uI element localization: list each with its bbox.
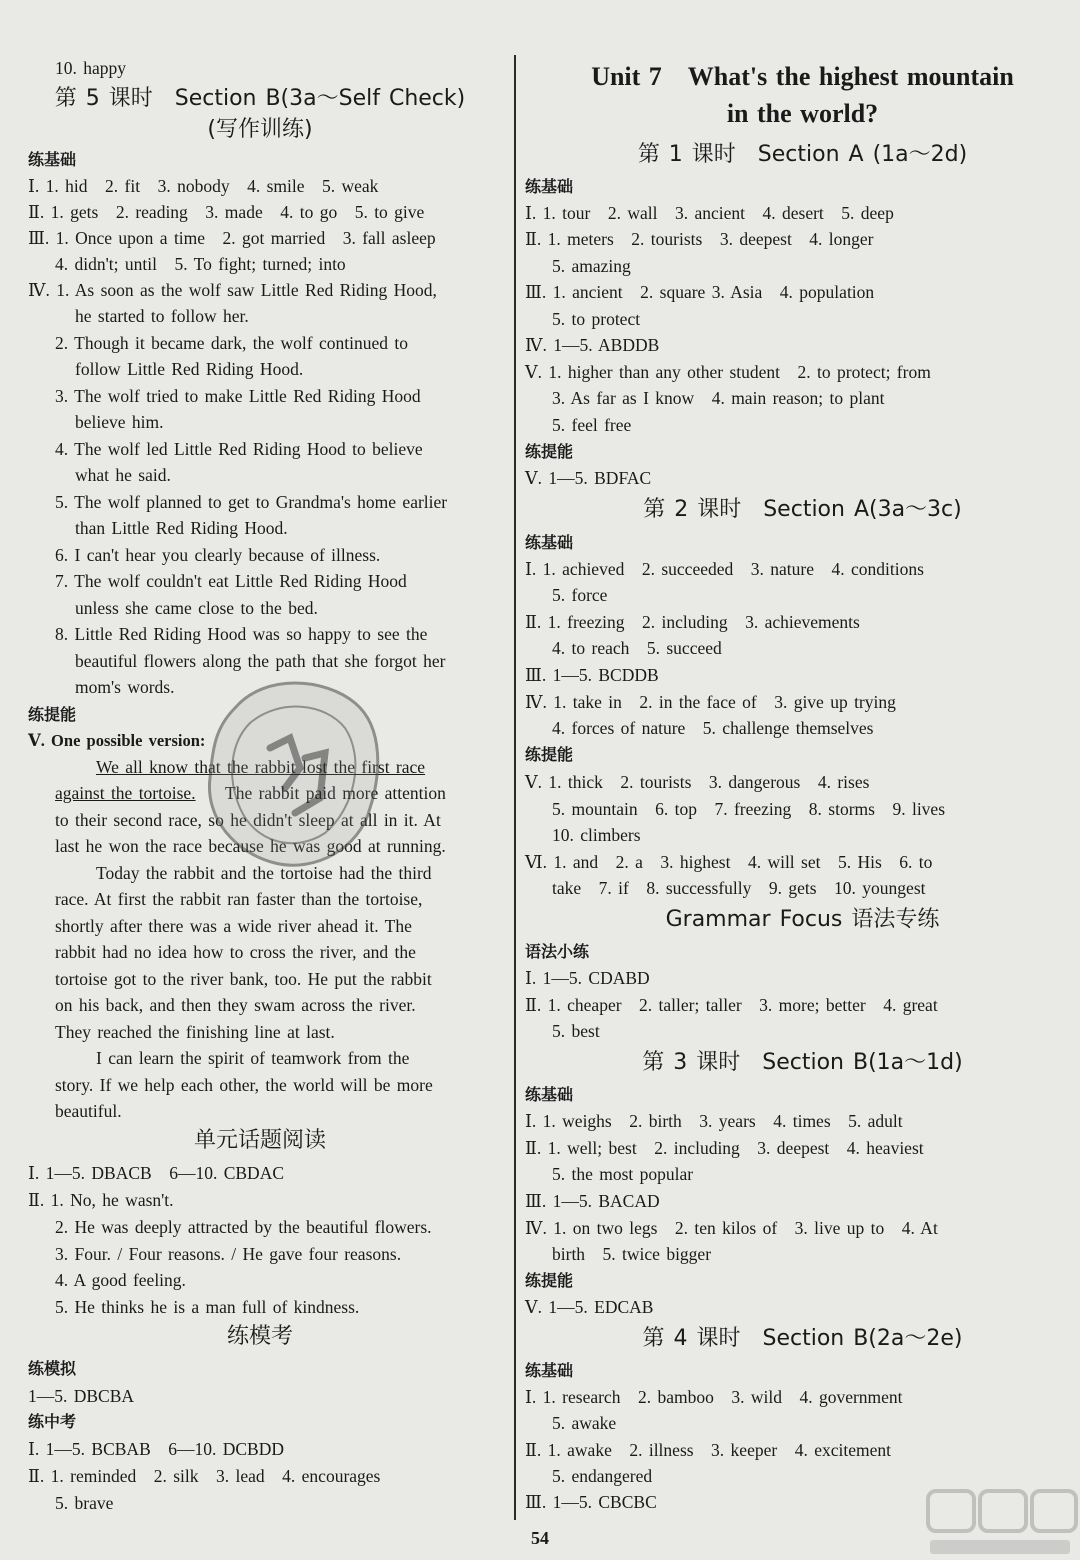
answer-line: Ⅵ. 1. and 2. a 3. highest 4. will set 5. His 6. to — [525, 852, 933, 872]
section-subheading: (写作训练) — [207, 117, 313, 142]
answer-line: 5. The wolf planned to get to Grandma's home earlier — [55, 492, 448, 512]
answer-line: than Little Red Riding Hood. — [75, 518, 288, 538]
answer-line: Ⅰ. 1. weighs 2. birth 3. years 4. times 5. adult — [525, 1111, 903, 1131]
essay-line: rabbit had no idea how to cross the river, and the — [55, 942, 416, 962]
section-heading: 第 4 课时 Section B(2a～2e) — [642, 1326, 963, 1351]
answer-line: 6. I can't hear you clearly because of illness. — [55, 545, 381, 565]
answer-line: 1—5. DBCBA — [28, 1386, 135, 1406]
exercise-label: 练基础 — [525, 1361, 574, 1380]
answer-line: 5. the most popular — [552, 1164, 694, 1184]
answer-line: 4. to reach 5. succeed — [552, 638, 722, 658]
answer-line: he started to follow her. — [75, 306, 249, 326]
answer-line: Ⅴ. 1. thick 2. tourists 3. dangerous 4. rises — [525, 772, 870, 792]
answer-line: 5. best — [552, 1021, 600, 1041]
answer-line: Ⅰ. 1. research 2. bamboo 3. wild 4. government — [525, 1387, 903, 1407]
answer-line: 10. climbers — [552, 825, 641, 845]
answer-line: 5. endangered — [552, 1466, 653, 1486]
answer-line: 4. The wolf led Little Red Riding Hood to believe — [55, 439, 423, 459]
section-heading: 第 2 课时 Section A(3a～3c) — [643, 497, 962, 522]
answer-line: follow Little Red Riding Hood. — [75, 359, 304, 379]
section-heading: 第 5 课时 Section B(3a～Self Check) — [54, 86, 466, 111]
answer-line: Ⅱ. 1. reminded 2. silk 3. lead 4. encourages — [28, 1466, 381, 1486]
site-watermark-icon — [920, 1485, 1080, 1560]
answer-line: 5. to protect — [552, 309, 641, 329]
essay-line: They reached the finishing line at last. — [55, 1022, 335, 1042]
unit-title: in the world? — [726, 99, 879, 128]
essay-line: The rabbit paid more attention — [225, 783, 446, 803]
exercise-label: 练基础 — [28, 150, 77, 169]
answer-line: Ⅴ. 1—5. BDFAC — [525, 468, 652, 488]
essay-line: to their second race, so he didn't sleep at all in it. At — [55, 810, 441, 830]
answer-line: Ⅱ. 1. gets 2. reading 3. made 4. to go 5. to give — [28, 202, 425, 222]
answer-line: 5. brave — [55, 1493, 114, 1513]
answer-line: 5. force — [552, 585, 608, 605]
answer-line: 3. As far as I know 4. main reason; to plant — [552, 388, 885, 408]
essay-line: against the tortoise. — [55, 783, 196, 803]
exercise-label: 练提能 — [525, 1271, 574, 1290]
answer-line: Ⅳ. 1. take in 2. in the face of 3. give up trying — [525, 692, 896, 712]
essay-line: I can learn the spirit of teamwork from the — [96, 1048, 410, 1068]
essay-line: last he won the race because he was good at running. — [55, 836, 446, 856]
answer-line: Ⅱ. 1. No, he wasn't. — [28, 1190, 174, 1210]
answer-line: Ⅳ. 1. on two legs 2. ten kilos of 3. live up to 4. At — [525, 1218, 938, 1238]
answer-line: 5. awake — [552, 1413, 617, 1433]
answer-line: Ⅲ. 1. Once upon a time 2. got married 3. fall asleep — [28, 228, 436, 248]
essay-line: story. If we help each other, the world will be more — [55, 1075, 433, 1095]
essay-line: beautiful. — [55, 1101, 122, 1121]
column-divider — [514, 55, 516, 1520]
answer-line: 2. Though it became dark, the wolf continued to — [55, 333, 408, 353]
answer-line: beautiful flowers along the path that she forgot her — [75, 651, 446, 671]
answer-line: Ⅲ. 1—5. BCDDB — [525, 665, 659, 685]
answer-line: believe him. — [75, 412, 164, 432]
answer-line: Ⅱ. 1. cheaper 2. taller; taller 3. more; better 4. great — [525, 995, 938, 1015]
answer-line: Ⅱ. 1. well; best 2. including 3. deepest 4. heaviest — [525, 1138, 924, 1158]
exercise-label: 练基础 — [525, 177, 574, 196]
answer-line: Ⅰ. 1. achieved 2. succeeded 3. nature 4. conditions — [525, 559, 924, 579]
answer-line: 2. He was deeply attracted by the beautiful flowers. — [55, 1217, 432, 1237]
answer-line: Ⅱ. 1. meters 2. tourists 3. deepest 4. longer — [525, 229, 874, 249]
answer-line: Ⅰ. 1—5. BCBAB 6—10. DCBDD — [28, 1439, 284, 1459]
answer-line: take 7. if 8. successfully 9. gets 10. youngest — [552, 878, 926, 898]
answer-line: Ⅱ. 1. freezing 2. including 3. achievements — [525, 612, 860, 632]
answer-line: Ⅴ. 1. higher than any other student 2. to protect; from — [525, 362, 931, 382]
answer-line: birth 5. twice bigger — [552, 1244, 712, 1264]
section-heading: Grammar Focus 语法专练 — [665, 907, 940, 932]
section-heading: 单元话题阅读 — [193, 1128, 326, 1153]
essay-line: tortoise got to the river bank, too. He put the rabbit — [55, 969, 432, 989]
answer-line: 4. didn't; until 5. To fight; turned; into — [55, 254, 346, 274]
exercise-label: 语法小练 — [525, 942, 590, 961]
answer-line: Ⅲ. 1—5. CBCBC — [525, 1492, 657, 1512]
answer-line: 5. mountain 6. top 7. freezing 8. storms 9. lives — [552, 799, 946, 819]
answer-line: 7. The wolf couldn't eat Little Red Riding Hood — [55, 571, 407, 591]
answer-line: 5. feel free — [552, 415, 632, 435]
answer-line: 5. amazing — [552, 256, 631, 276]
answer-line: Ⅱ. 1. awake 2. illness 3. keeper 4. excitement — [525, 1440, 891, 1460]
answer-line: Ⅰ. 1—5. DBACB 6—10. CBDAC — [28, 1163, 284, 1183]
essay-line: We all know that the rabbit lost the first race — [96, 757, 426, 777]
answer-line: 4. A good feeling. — [55, 1270, 186, 1290]
exercise-label: 练基础 — [525, 1085, 574, 1104]
unit-title: Unit 7 What's the highest mountain — [591, 62, 1014, 91]
answer-line: 3. The wolf tried to make Little Red Riding Hood — [55, 386, 421, 406]
essay-line: race. At first the rabbit ran faster than the tortoise, — [55, 889, 423, 909]
answer-line: Ⅰ. 1. hid 2. fit 3. nobody 4. smile 5. weak — [28, 176, 379, 196]
essay-line: Today the rabbit and the tortoise had the third — [96, 863, 432, 883]
page-number: 54 — [531, 1528, 549, 1548]
essay-line: shortly after there was a wide river ahead it. The — [55, 916, 412, 936]
exercise-label: 练提能 — [525, 745, 574, 764]
answer-line: Ⅰ. 1. tour 2. wall 3. ancient 4. desert 5. deep — [525, 203, 894, 223]
answer-line: Ⅳ. 1. As soon as the wolf saw Little Red Riding Hood, — [28, 280, 437, 300]
answer-line: mom's words. — [75, 677, 175, 697]
answer-line: Ⅴ. 1—5. EDCAB — [525, 1297, 654, 1317]
answer-line: Ⅲ. 1—5. BACAD — [525, 1191, 660, 1211]
essay-line: on his back, and then they swam across the river. — [55, 995, 416, 1015]
answer-line: 4. forces of nature 5. challenge themselves — [552, 718, 874, 738]
section-heading: 第 1 课时 Section A (1a～2d) — [637, 142, 968, 167]
answer-line: Ⅰ. 1—5. CDABD — [525, 968, 650, 988]
section-heading: 第 3 课时 Section B(1a～1d) — [642, 1050, 963, 1075]
answer-line: unless she came close to the bed. — [75, 598, 318, 618]
exercise-label: 练模拟 — [28, 1359, 77, 1378]
answer-line: what he said. — [75, 465, 171, 485]
text-line: 10. happy — [55, 58, 127, 78]
answer-line: 8. Little Red Riding Hood was so happy to see the — [55, 624, 428, 644]
answer-line: 5. He thinks he is a man full of kindness. — [55, 1297, 360, 1317]
answer-line: 3. Four. / Four reasons. / He gave four reasons. — [55, 1244, 402, 1264]
exercise-label: 练中考 — [28, 1412, 77, 1431]
exercise-label: 练提能 — [28, 705, 77, 724]
exercise-label: 练提能 — [525, 442, 574, 461]
answer-line: Ⅳ. 1—5. ABDDB — [525, 335, 660, 355]
section-heading: 练模考 — [226, 1324, 293, 1349]
answer-line: Ⅴ. One possible version: — [28, 731, 206, 750]
exercise-label: 练基础 — [525, 533, 574, 552]
answer-line: Ⅲ. 1. ancient 2. square 3. Asia 4. population — [525, 282, 875, 302]
